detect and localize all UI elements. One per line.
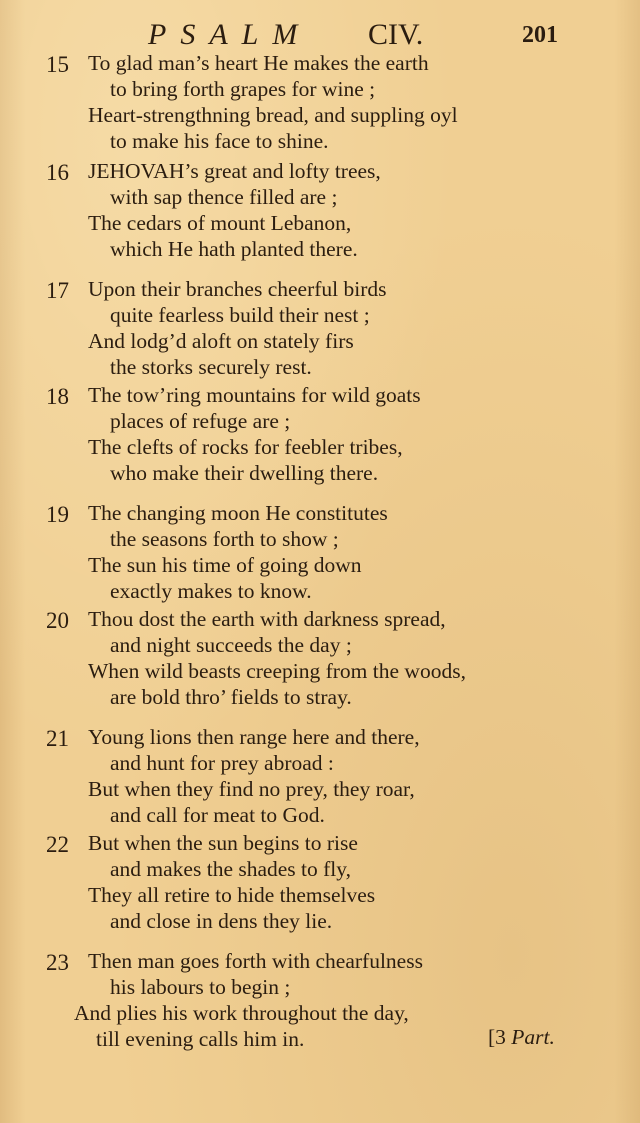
verse-line: The sun his time of going down [88, 553, 362, 577]
verse-line: who make their dwelling there. [110, 461, 379, 485]
verse-line: When wild beasts creeping from the woods, [88, 659, 466, 683]
verse-line: to make his face to shine. [110, 129, 329, 153]
verse-line: But when the sun begins to rise [88, 831, 358, 855]
verse-number: 21 [46, 726, 69, 751]
verse-18 [0, 382, 640, 486]
verse-line: JEHOVAH’s great and lofty trees, [88, 159, 381, 183]
verse-line: And lodg’d aloft on stately firs [88, 329, 354, 353]
verse-line: quite fearless build their nest ; [110, 303, 370, 327]
verse-number: 17 [46, 278, 69, 303]
verse-line: Then man goes forth with chearfulness [88, 949, 423, 973]
verse-number: 15 [46, 52, 69, 77]
verse-16 [0, 158, 640, 262]
catchword-word: Part. [511, 1025, 555, 1049]
verse-number: 18 [46, 384, 69, 409]
verse-number: 16 [46, 160, 69, 185]
verse-line: the seasons forth to show ; [110, 527, 339, 551]
verse-line: Upon their branches cheerful birds [88, 277, 387, 301]
verse-line: and call for meat to God. [110, 803, 325, 827]
verse-line: to bring forth grapes for wine ; [110, 77, 376, 101]
verse-number: 19 [46, 502, 69, 527]
catchword [488, 1025, 555, 1050]
verse-line: his labours to begin ; [110, 975, 291, 999]
verse-line: But when they find no prey, they roar, [88, 777, 415, 801]
verse-line: Heart-strengthning bread, and suppling oyl [88, 103, 458, 127]
verse-line: and close in dens they lie. [110, 909, 333, 933]
verse-line: The clefts of rocks for feebler tribes, [88, 435, 403, 459]
verse-line: and hunt for prey abroad : [110, 751, 334, 775]
psalm-number: CIV. [368, 18, 424, 51]
verse-line: places of refuge are ; [110, 409, 291, 433]
verse-line: and makes the shades to fly, [110, 857, 352, 881]
page-header [0, 14, 640, 54]
verse-line: exactly makes to know. [110, 579, 312, 603]
verse-line: the storks securely rest. [110, 355, 312, 379]
verse-number: 22 [46, 832, 69, 857]
verse-line: till evening calls him in. [96, 1027, 305, 1051]
psalm-text [0, 50, 640, 1052]
verse-line: which He hath planted there. [110, 237, 358, 261]
verse-line: To glad man’s heart He makes the earth [88, 51, 429, 75]
verse-line: The tow’ring mountains for wild goats [88, 383, 421, 407]
verse-line: And plies his work throughout the day, [74, 1001, 409, 1025]
page-number: 201 [522, 22, 558, 48]
verse-line: The cedars of mount Lebanon, [88, 211, 352, 235]
verse-17 [0, 276, 640, 380]
verse-number: 23 [46, 950, 69, 975]
verse-line: are bold thro’ fields to stray. [110, 685, 352, 709]
running-head: PSALM [148, 18, 312, 51]
verse-21 [0, 724, 640, 828]
verse-line: Young lions then range here and there, [88, 725, 420, 749]
verse-number: 20 [46, 608, 69, 633]
verse-line: The changing moon He constitutes [88, 501, 388, 525]
verse-line: Thou dost the earth with darkness spread, [88, 607, 446, 631]
verse-22 [0, 830, 640, 934]
catchword-bracket: [3 [488, 1025, 506, 1049]
verse-line: and night succeeds the day ; [110, 633, 352, 657]
verse-line: They all retire to hide themselves [88, 883, 376, 907]
verse-19 [0, 500, 640, 604]
verse-20 [0, 606, 640, 710]
verse-15 [0, 50, 640, 154]
verse-line: with sap thence filled are ; [110, 185, 338, 209]
